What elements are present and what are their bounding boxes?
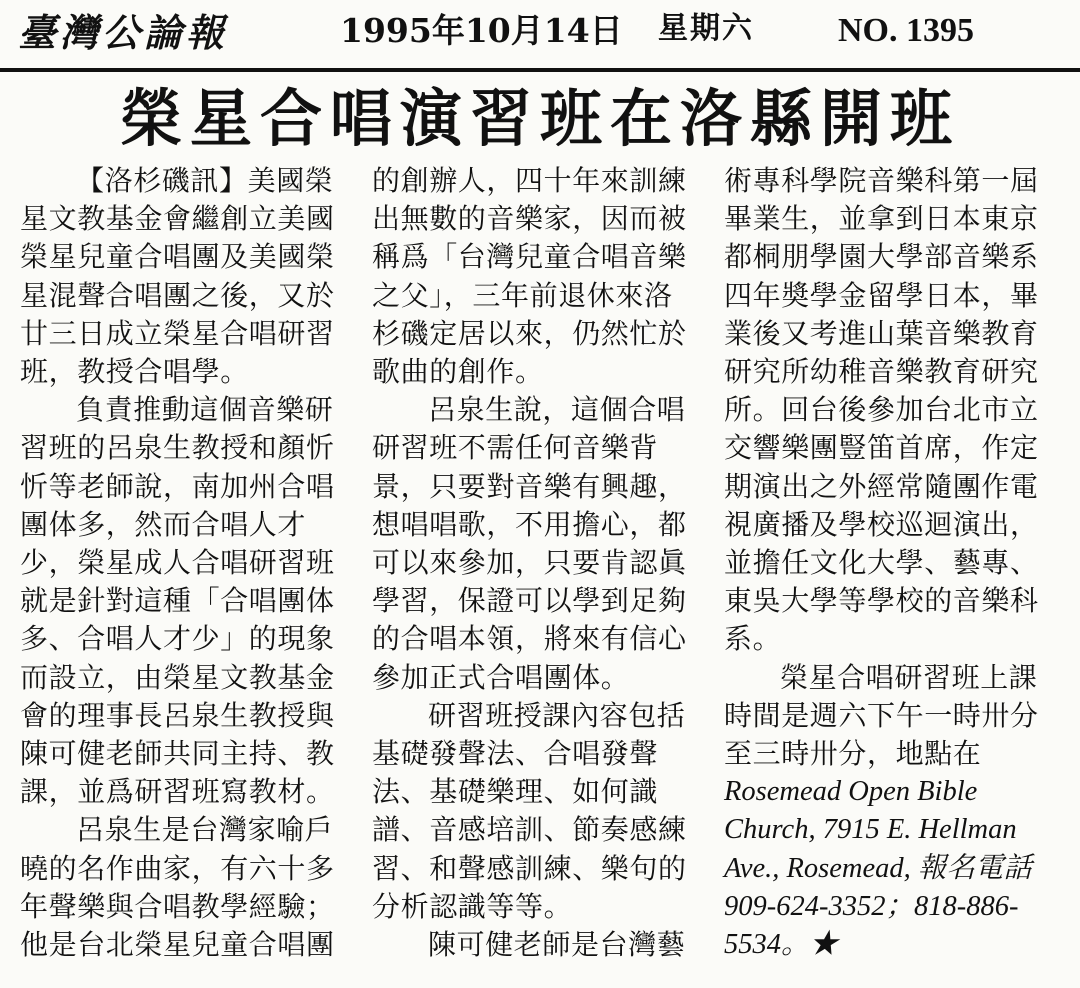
- masthead: [0, 0, 1080, 74]
- article-headline: 榮星合唱演習班在洛縣開班: [119, 82, 960, 155]
- article-column-2: [372, 162, 694, 964]
- paragraph: 研習班授課內容包括基礎發聲法、合唱發聲法、基礎樂理、如何識譜、音感培訓、節奏感練習、和聲感訓練、樂句的分析認識等等。: [372, 698, 687, 923]
- paragraph: 負責推動這個音樂研習班的呂泉生教授和顏忻忻等老師說，南加州合唱團体多，然而合唱人才少，榮星成人合唱研習班就是針對這種「合唱團体多、合唱人才少」的現象而設立，由榮星文教基金會的理事長呂泉生教授與陳可健老師共同主持、教課，並爲研習班寫教材。: [20, 393, 335, 809]
- issue-number: NO. 1395: [838, 12, 974, 49]
- masthead-rule: [0, 68, 1080, 72]
- paragraph: 的創辦人，四十年來訓練出無數的音樂家，因而被稱爲「台灣兒童合唱音樂之父」，三年前退休來洛杉磯定居以來，仍然忙於歌曲的創作。: [372, 164, 687, 389]
- paragraph: 呂泉生是台灣家喻戶曉的名作曲家，有六十多年聲樂與合唱教學經驗；他是台北榮星兒童合唱團: [20, 813, 335, 962]
- paragraph: 【洛杉磯訊】美國榮星文教基金會繼創立美國榮星兒童合唱團及美國榮星混聲合唱團之後，又於廿三日成立榮星合唱研習班，教授合唱學。: [20, 164, 335, 389]
- article-column-1: [20, 162, 342, 964]
- newspaper-name: 臺灣公論報: [18, 10, 229, 55]
- address-and-phone: Rosemead Open Bible Church, 7915 E. Hellman Ave., Rosemead, 報名電話909-624-3352；818-886-5534。★: [724, 776, 1032, 961]
- paragraph: 榮星合唱研習班上課時間是週六下午一時卅分至三時卅分，地點在: [724, 660, 1039, 771]
- paragraph: 呂泉生說，這個合唱研習班不需任何音樂背景，只要對音樂有興趣，想唱唱歌，不用擔心，都可以來參加，只要肯認眞學習，保證可以學到足夠的合唱本領，將來有信心參加正式合唱團体。: [372, 393, 687, 694]
- article-column-3: [724, 162, 1050, 964]
- paragraph: 術專科學院音樂科第一屆畢業生，並拿到日本東京都桐朋學園大學部音樂系四年奬學金留學日本，畢業後又考進山葉音樂教育研究所幼稚音樂教育研究所。回台後參加台北市立交響樂團豎笛首席，作定期演出之外經常隨團作電視廣播及學校巡迴演出，並擔任文化大學、藝專、東吳大學等學校的音樂科系。: [724, 164, 1039, 656]
- weekday: 星期六: [658, 11, 754, 46]
- paragraph: 陳可健老師是台灣藝: [428, 928, 686, 962]
- publication-date: 1995年10月14日: [340, 11, 623, 50]
